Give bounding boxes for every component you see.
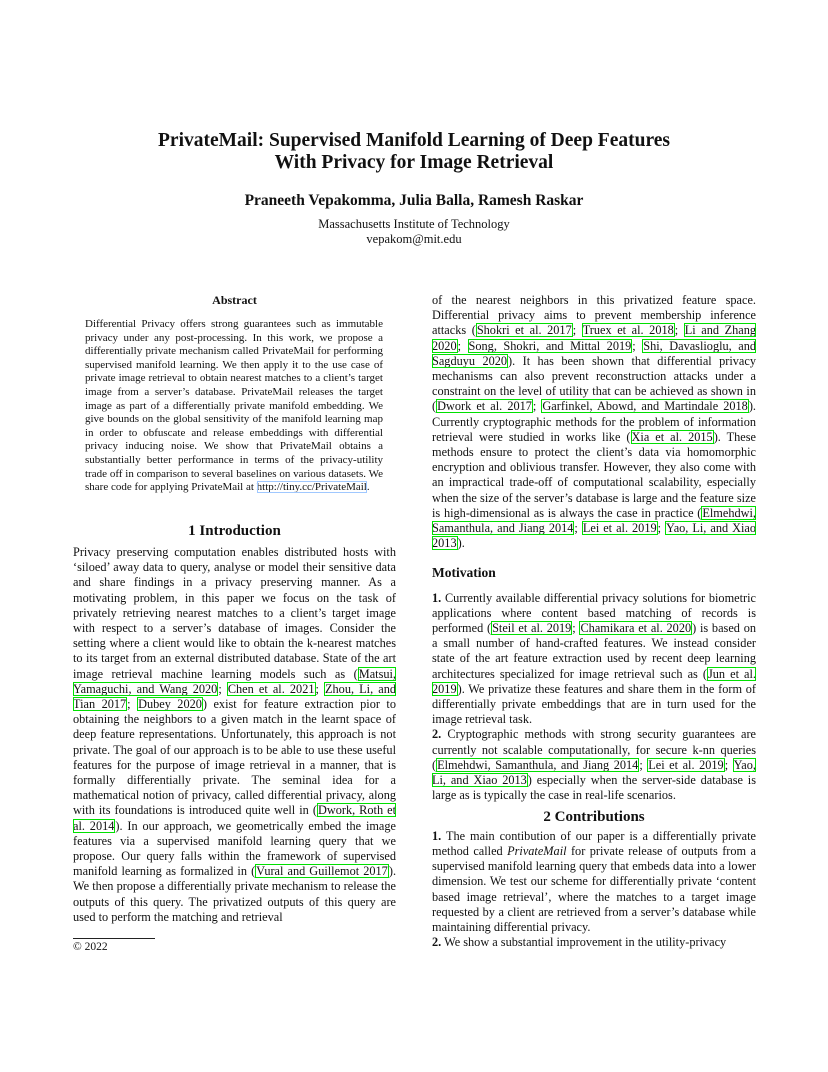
citation-sep: ; bbox=[724, 757, 733, 772]
citation[interactable]: Elmehdwi, Samanthula, and Jiang 2014 bbox=[437, 757, 639, 772]
footnote-rule bbox=[73, 938, 155, 939]
body-text: ). Currently cryptographic methods for the problem of information retrieval were studied in works like ( bbox=[432, 399, 756, 444]
method-name: PrivateMail bbox=[507, 843, 567, 858]
citation-sep: ; bbox=[574, 521, 582, 536]
item-number: 1. bbox=[432, 828, 442, 843]
citation[interactable]: Dubey 2020 bbox=[138, 697, 202, 712]
intro-paragraph bbox=[73, 545, 396, 925]
intro-text: ). We then propose a differentially private mechanism to release the outputs of this query. The privatized outputs of this query are used to perform the matching and retrieval bbox=[73, 864, 397, 924]
title-line-2: With Privacy for Image Retrieval bbox=[274, 152, 554, 173]
section-1-heading: 1 Introduction bbox=[188, 523, 281, 539]
body-text: The main contibution of our paper is a differentially private method called bbox=[432, 828, 756, 858]
intro-continued bbox=[432, 293, 756, 551]
motivation-heading: Motivation bbox=[432, 565, 496, 581]
body-text: ) especially when the server-side database is large as is typically the case in real-life scenarios. bbox=[432, 773, 757, 803]
citation[interactable]: Zhou, Li, and Tian 2017 bbox=[73, 681, 396, 712]
citation[interactable]: Yao, Li, and Xiao 2013 bbox=[432, 757, 756, 788]
citation[interactable]: Garfinkel, Abowd, and Martindale 2018 bbox=[542, 399, 748, 414]
section-2-heading: 2 Contributions bbox=[543, 808, 645, 825]
intro-text: Privacy preserving computation enables distributed hosts with ‘siloed’ away data to query, analyse or model their sensitive data and share findings in a privacy preserving manner. As a motivating problem, in this paper we focus on the task of privately retrieving nearest matches to a client’s target image with respect to a server’s database of images. Consider the setting where a client would like to obtain the k-nearest matches to its target from an external distributed database. State of the art image retrieval machine learning models such as ( bbox=[73, 545, 396, 681]
abstract-body bbox=[85, 318, 383, 495]
affiliation-block bbox=[0, 217, 828, 247]
item-number: 1. bbox=[432, 590, 442, 605]
contribution-item-2 bbox=[432, 935, 756, 950]
citation[interactable]: Matsui, Yamaguchi, and Wang 2020 bbox=[73, 666, 396, 696]
citation-sep: ; bbox=[639, 757, 648, 772]
code-link[interactable]: http://tiny.cc/PrivateMail bbox=[256, 481, 367, 494]
citation[interactable]: Elmehdwi, Samanthula, and Jiang 2014 bbox=[432, 505, 756, 536]
citation-sep: ; bbox=[457, 338, 468, 353]
citation[interactable]: Shokri et al. 2017 bbox=[476, 323, 572, 338]
citation-sep: ; bbox=[532, 399, 542, 414]
item-number: 2. bbox=[432, 935, 442, 950]
citation[interactable]: Vural and Guillemot 2017 bbox=[256, 864, 388, 879]
paper-title bbox=[0, 130, 828, 174]
authors: Praneeth Vepakomma, Julia Balla, Ramesh Raskar bbox=[244, 192, 584, 209]
contribution-item-1 bbox=[432, 829, 756, 935]
citation[interactable]: Lei et al. 2019 bbox=[648, 757, 724, 772]
intro-text: ) exist for feature extraction pior to obtaining the neighbors to a given match in the learnt space of deep feature representations. Unfortunately, this approach is not private. The goal of our approach is to be able to use these useful features for the purpose of image retrieval in a manner, that is formally differentially private. The seminal idea for a mathematical notion of privacy, called differential privacy, along with its foundations is introduced quite well in ( bbox=[73, 697, 396, 818]
body-text: ). It has been shown that differential privacy mechanisms can also prevent reconstruction attacks under a constraint on the level of utility that can be achieved as shown in ( bbox=[432, 353, 756, 414]
citation-sep: ; bbox=[218, 681, 227, 696]
body-text: for private release of outputs from a supervised manifold learning query that embeds data into a lower dimension. We test our scheme for differentially private ‘content based image retrieval’, where the matches to a target image requested by a client are retrieved from a server’s database while maintaining differential privacy. bbox=[432, 843, 756, 934]
motivation-item-1 bbox=[432, 591, 756, 728]
body-text: Cryptographic methods with strong security guarantees are currently not scalable computationally, for secure k-nn queries ( bbox=[432, 727, 756, 772]
citation[interactable]: Dwork, Roth et al. 2014 bbox=[73, 803, 396, 833]
citation-sep: ; bbox=[127, 697, 138, 712]
citation-sep: ; bbox=[674, 323, 684, 338]
abstract-end: . bbox=[366, 481, 370, 494]
citation[interactable]: Truex et al. 2018 bbox=[582, 323, 674, 338]
citation-sep: ; bbox=[657, 521, 666, 536]
copyright: © 2022 bbox=[73, 941, 108, 953]
citation[interactable]: Li and Zhang 2020 bbox=[432, 323, 756, 353]
citation[interactable]: Shi, Davaslioglu, and Sagduyu 2020 bbox=[432, 338, 757, 368]
citation[interactable]: Xia et al. 2015 bbox=[631, 429, 713, 444]
title-line-1: PrivateMail: Supervised Manifold Learning of Deep Features bbox=[158, 130, 670, 151]
item-number: 2. bbox=[432, 727, 442, 742]
motivation-item-2 bbox=[432, 727, 756, 803]
citation[interactable]: Jun et al. 2019 bbox=[432, 666, 756, 696]
intro-text: ). In our approach, we geometrically embed the image features via a supervised manifold learning query that we propose. Our query falls within the framework of supervised manifold learning as formalized in ( bbox=[73, 818, 396, 879]
citation[interactable]: Chen et al. 2021 bbox=[227, 681, 315, 696]
citation-sep: ; bbox=[315, 681, 325, 696]
citation[interactable]: Steil et al. 2019 bbox=[492, 621, 572, 636]
abstract-text: Differential Privacy offers strong guarantees such as immutable privacy under any post-processing. In this work, we propose a differentially private mechanism called PrivateMail for performing supervised manifold learning. We then apply it to the use case of private image retrieval to obtain nearest matches to a client’s target image from a server’s database. PrivateMail releases the target image as part of a differentially private manifold embedding. We give bounds on the global sensitivity of the manifold learning map in order to obfuscate and release embeddings with differential privacy inducing noise. We show that PrivateMail obtains a substantially better performance in terms of the privacy-utility trade off in comparison to several baselines on various datasets. We share code for applying PrivateMail at bbox=[85, 318, 383, 494]
citation[interactable]: Chamikara et al. 2020 bbox=[580, 621, 692, 636]
body-text: ). bbox=[457, 536, 465, 551]
body-text: ). We privatize these features and share them in the form of differentially private embeddings that are in turn used for the image retrieval task. bbox=[432, 681, 756, 727]
citation-sep: ; bbox=[632, 338, 643, 353]
citation-sep: ; bbox=[572, 323, 582, 338]
citation-sep: ; bbox=[572, 621, 580, 636]
citation[interactable]: Lei et al. 2019 bbox=[582, 521, 657, 536]
citation[interactable]: Dwork et al. 2017 bbox=[437, 399, 532, 414]
right-column bbox=[432, 293, 756, 950]
citation[interactable]: Yao, Li, and Xiao 2013 bbox=[432, 521, 757, 551]
body-text: Currently available differential privacy solutions for biometric applications where content based matching of records is performed ( bbox=[432, 590, 756, 636]
citation[interactable]: Song, Shokri, and Mittal 2019 bbox=[468, 338, 632, 353]
abstract-heading: Abstract bbox=[212, 293, 257, 307]
body-text: of the nearest neighbors in this privatized feature space. Differential privacy aims to prevent membership inference attacks ( bbox=[432, 293, 756, 338]
body-text: ) is based on a small number of hand-crafted features. We instead consider state of the art feature extraction used by recent deep learning architectures specialized for image retrieval such as ( bbox=[432, 621, 756, 681]
email: vepakom@mit.edu bbox=[366, 232, 462, 246]
body-text: We show a substantial improvement in the utility-privacy bbox=[441, 935, 727, 950]
body-text: ). These methods ensure to protect the client’s data via homomorphic encryption and oblivious transfer. However, they also come with an impractical trade-off of computational scalability, especially when the size of the server’s database is large and the feature size is high-dimensional as is always the case in practice ( bbox=[432, 429, 756, 520]
affiliation: Massachusetts Institute of Technology bbox=[318, 217, 510, 231]
